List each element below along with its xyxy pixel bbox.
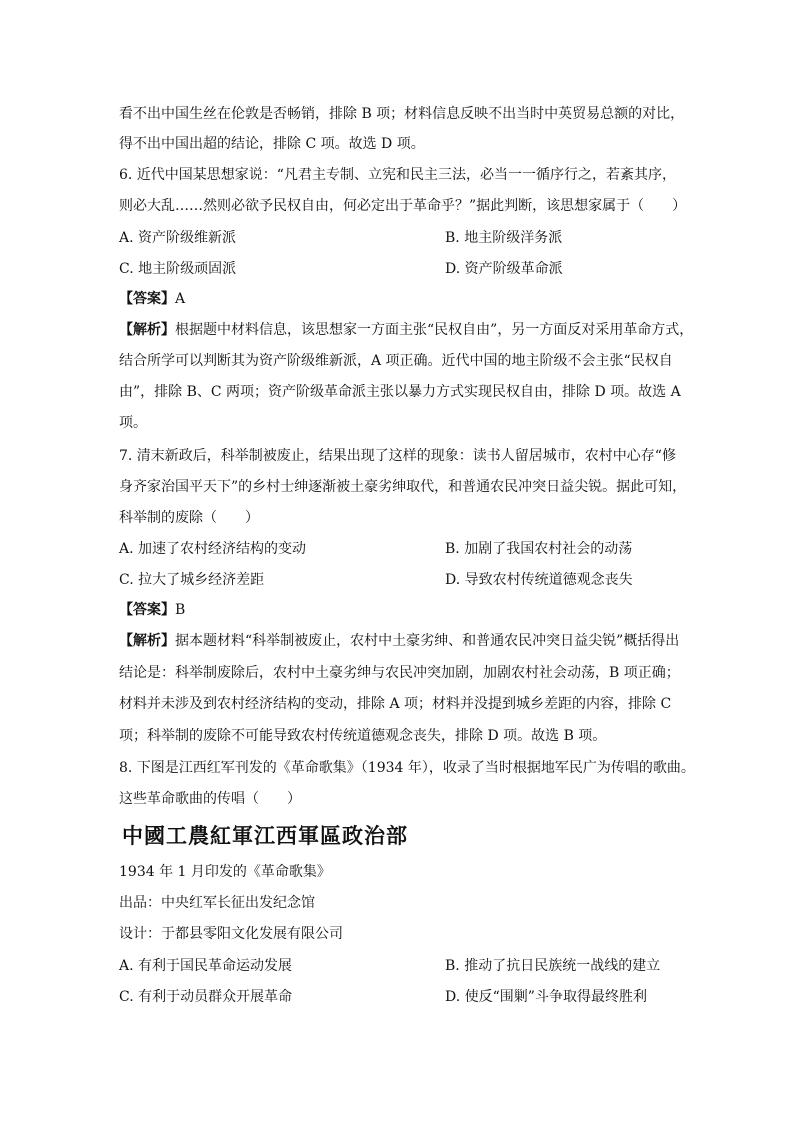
answer-value: B [175,602,186,618]
figure-caption-line-1: 1934 年 1 月印发的《革命歌集》 [119,864,331,880]
q7-stem-line-1: 7. 清末新政后，科举制被废止，结果出现了这样的现象：读书人留居城市，农村中心存“修 [119,448,676,464]
answer-label: 【答案】 [119,602,175,618]
q7-analysis-line-3: 材料并未涉及到农村经济结构的变动，排除 A 项；材料并没提到城乡差距的内容，排除 C [119,696,672,712]
q6-option-c: C. 地主阶级顽固派 [119,261,237,277]
figure-caption-line-2: 出品：中央红军长征出发纪念馆 [119,895,315,911]
q7-answer [119,600,185,620]
q8-option-d: D. 使反“围剿”斗争取得最终胜利 [445,989,647,1005]
analysis-label: 【解析】 [119,322,175,338]
analysis-text: 根据题中材料信息，该思想家一方面主张“民权自由”，另一方面反对采用革命方式， [175,322,694,338]
q7-analysis-line-4: 项；科举制的废除不可能导致农村传统道德观念丧失，排除 D 项。故选 B 项。 [119,728,607,744]
q5-analysis-line-2: 得不出中国出超的结论，排除 C 项。故选 D 项。 [119,136,425,152]
analysis-text: 据本题材料“科举制被废止，农村中土豪劣绅、和普通农民冲突日益尖锐”概括得出 [175,633,680,649]
q7-analysis-line-2: 结论是：科举制废除后，农村中土豪劣绅与农民冲突加剧，加剧农村社会动荡，B 项正确； [119,665,680,681]
q7-analysis-line-1 [119,631,679,651]
q6-analysis-line-2: 结合所学可以判断其为资产阶级维新派，A 项正确。近代中国的地主阶级不会主张“民权自 [119,353,673,369]
q8-stem-line-1: 8. 下图是江西红军刊发的《革命歌集》（1934 年），收录了当时根据地军民广为传唱的歌曲。 [119,760,695,776]
analysis-label: 【解析】 [119,633,175,649]
answer-label: 【答案】 [119,291,175,307]
q8-option-b: B. 推动了抗日民族统一战线的建立 [445,958,661,974]
q6-stem-line-1: 6. 近代中国某思想家说：“凡君主专制、立宪和民主三法，必当一一循序行之，若紊其序， [119,167,676,183]
answer-value: A [175,291,186,307]
q6-analysis-line-3: 由”，排除 B、C 两项；资产阶级革命派主张以暴力方式实现民权自由，排除 D 项。故选 A [119,384,681,400]
q6-option-a: A. 资产阶级维新派 [119,230,237,246]
q7-option-c: C. 拉大了城乡经济差距 [119,572,265,588]
q6-stem-line-2: 则必大乱……然则必欲予民权自由，何必定出于革命乎？”据此判断，该思想家属于（ ） [119,198,687,214]
q7-stem-line-2: 身齐家治国平天下”的乡村士绅逐渐被土豪劣绅取代，和普通农民冲突日益尖锐。据此可知， [119,479,687,495]
q7-option-d: D. 导致农村传统道德观念丧失 [445,572,633,588]
q8-stem-line-2: 这些革命歌曲的传唱（ ） [119,791,301,807]
q7-option-b: B. 加剧了我国农村社会的动荡 [445,541,633,557]
q7-option-a: A. 加速了农村经济结构的变动 [119,541,307,557]
q6-option-d: D. 资产阶级革命派 [445,261,563,277]
q6-answer [119,289,185,309]
q8-option-c: C. 有利于动员群众开展革命 [119,989,293,1005]
q8-option-a: A. 有利于国民革命运动发展 [119,958,293,974]
q7-stem-line-3: 科举制的废除（ ） [119,510,259,526]
q6-analysis-line-1 [119,320,693,340]
q6-option-b: B. 地主阶级洋务派 [445,230,563,246]
figure-title: 中國工農紅軍江西軍區政治部 [122,824,408,848]
q6-analysis-line-4: 项。 [119,415,147,431]
figure-caption-line-3: 设计：于都县零阳文化发展有限公司 [119,926,343,942]
q5-analysis-line-1: 看不出中国生丝在伦敦是否畅销，排除 B 项；材料信息反映不出当时中英贸易总额的对比， [119,106,685,122]
